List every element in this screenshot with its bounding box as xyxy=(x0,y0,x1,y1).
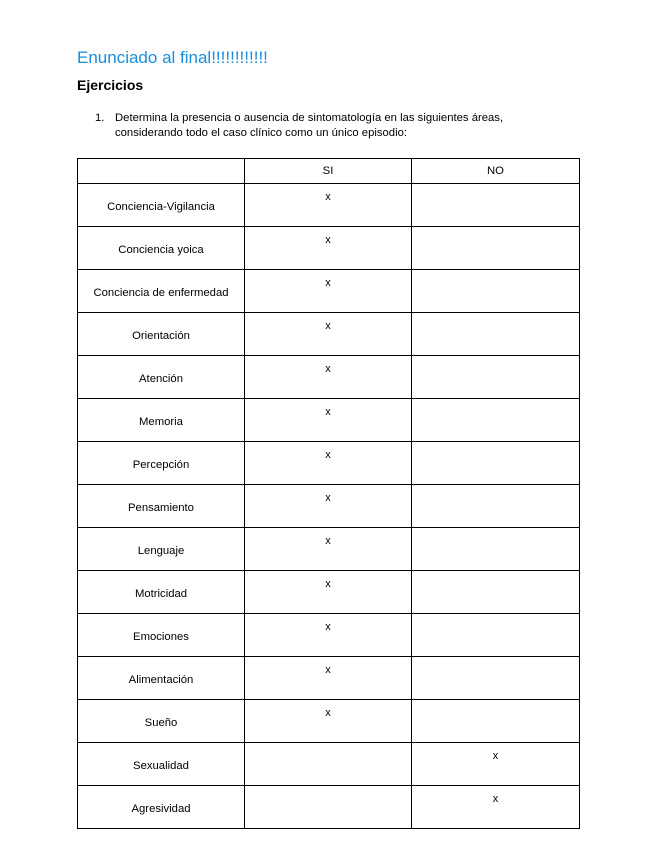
area-cell: Sexualidad xyxy=(78,743,245,786)
si-mark-cell: x xyxy=(245,356,412,399)
si-mark-cell: x xyxy=(245,184,412,227)
si-mark-cell: x xyxy=(245,700,412,743)
table-row xyxy=(78,571,580,614)
no-mark-cell xyxy=(412,657,580,700)
table-row xyxy=(78,270,580,313)
table-row xyxy=(78,528,580,571)
si-mark-cell: x xyxy=(245,528,412,571)
section-heading: Ejercicios xyxy=(77,77,144,93)
table-row xyxy=(78,399,580,442)
area-cell: Orientación xyxy=(78,313,245,356)
no-mark-cell xyxy=(412,700,580,743)
area-cell: Emociones xyxy=(78,614,245,657)
si-mark-cell: x xyxy=(245,485,412,528)
instruction-item xyxy=(95,111,555,141)
si-mark-cell: x xyxy=(245,313,412,356)
table-row xyxy=(78,442,580,485)
instruction-text: Determina la presencia o ausencia de sintomatología en las siguientes áreas, considerando todo el caso clínico como un único episodio: xyxy=(115,112,504,139)
table-row xyxy=(78,313,580,356)
table-row xyxy=(78,227,580,270)
si-mark-cell: x xyxy=(245,227,412,270)
si-mark-cell: x xyxy=(245,270,412,313)
area-cell: Conciencia-Vigilancia xyxy=(78,184,245,227)
area-cell: Lenguaje xyxy=(78,528,245,571)
no-mark-cell: x xyxy=(412,743,580,786)
no-mark-cell xyxy=(412,356,580,399)
no-mark-cell xyxy=(412,184,580,227)
area-cell: Motricidad xyxy=(78,571,245,614)
si-mark-cell xyxy=(245,786,412,829)
table-row xyxy=(78,786,580,829)
si-mark-cell: x xyxy=(245,614,412,657)
table-row xyxy=(78,485,580,528)
area-cell: Sueño xyxy=(78,700,245,743)
si-mark-cell xyxy=(245,743,412,786)
si-mark-cell: x xyxy=(245,571,412,614)
no-mark-cell xyxy=(412,313,580,356)
area-cell: Atención xyxy=(78,356,245,399)
no-mark-cell xyxy=(412,614,580,657)
page-title: Enunciado al final!!!!!!!!!!!! xyxy=(77,48,268,67)
no-mark-cell xyxy=(412,528,580,571)
table-row xyxy=(78,614,580,657)
header-si: SI xyxy=(245,159,412,184)
no-mark-cell xyxy=(412,485,580,528)
table-header-row xyxy=(78,159,580,184)
symptom-table xyxy=(77,158,580,829)
area-cell: Percepción xyxy=(78,442,245,485)
header-area xyxy=(78,159,245,184)
no-mark-cell xyxy=(412,442,580,485)
no-mark-cell: x xyxy=(412,786,580,829)
header-no: NO xyxy=(412,159,580,184)
no-mark-cell xyxy=(412,270,580,313)
table-row xyxy=(78,657,580,700)
area-cell: Memoria xyxy=(78,399,245,442)
area-cell: Alimentación xyxy=(78,657,245,700)
table-row xyxy=(78,700,580,743)
table-row xyxy=(78,356,580,399)
area-cell: Conciencia de enfermedad xyxy=(78,270,245,313)
area-cell: Pensamiento xyxy=(78,485,245,528)
no-mark-cell xyxy=(412,571,580,614)
instruction-number: 1. xyxy=(95,112,105,124)
table-row xyxy=(78,743,580,786)
si-mark-cell: x xyxy=(245,442,412,485)
no-mark-cell xyxy=(412,227,580,270)
si-mark-cell: x xyxy=(245,657,412,700)
table-body xyxy=(78,184,580,829)
si-mark-cell: x xyxy=(245,399,412,442)
area-cell: Conciencia yoica xyxy=(78,227,245,270)
table-row xyxy=(78,184,580,227)
no-mark-cell xyxy=(412,399,580,442)
area-cell: Agresividad xyxy=(78,786,245,829)
